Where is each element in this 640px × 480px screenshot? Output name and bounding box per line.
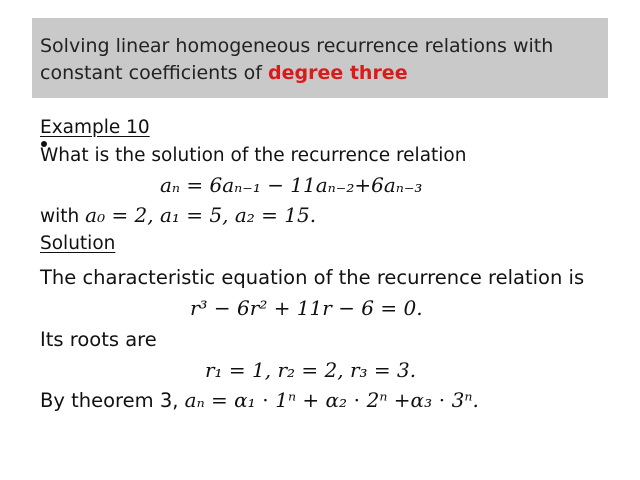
- example-heading: Example 10: [40, 117, 150, 138]
- with-label: with: [40, 206, 80, 227]
- slide-title: [40, 33, 602, 87]
- theorem-formula: aₙ = α₁ ⋅ 1ⁿ + α₂ ⋅ 2ⁿ +α₃ ⋅ 3ⁿ.: [184, 388, 479, 412]
- theorem-line: [40, 388, 479, 413]
- roots-intro: Its roots are: [40, 328, 157, 351]
- characteristic-intro: The characteristic equation of the recurrence relation is: [40, 266, 585, 289]
- title-accent: degree three: [267, 62, 408, 84]
- title-main: Solving linear homogeneous recurrence relations with constant coefficients of: [40, 35, 554, 84]
- example-question: What is the solution of the recurrence relation: [40, 145, 467, 166]
- solution-heading: Solution: [40, 233, 116, 254]
- initial-conditions: a₀ = 2, a₁ = 5, a₂ = 15.: [85, 203, 317, 227]
- initial-conditions-line: [40, 203, 316, 229]
- title-banner: [32, 18, 608, 98]
- recurrence-relation: aₙ = 6aₙ₋₁ − 11aₙ₋₂+6aₙ₋₃: [160, 173, 423, 197]
- characteristic-equation: r³ − 6r² + 11r − 6 = 0.: [190, 296, 423, 320]
- roots-equation: r₁ = 1, r₂ = 2, r₃ = 3.: [205, 358, 417, 382]
- theorem-intro: By theorem 3,: [40, 389, 179, 412]
